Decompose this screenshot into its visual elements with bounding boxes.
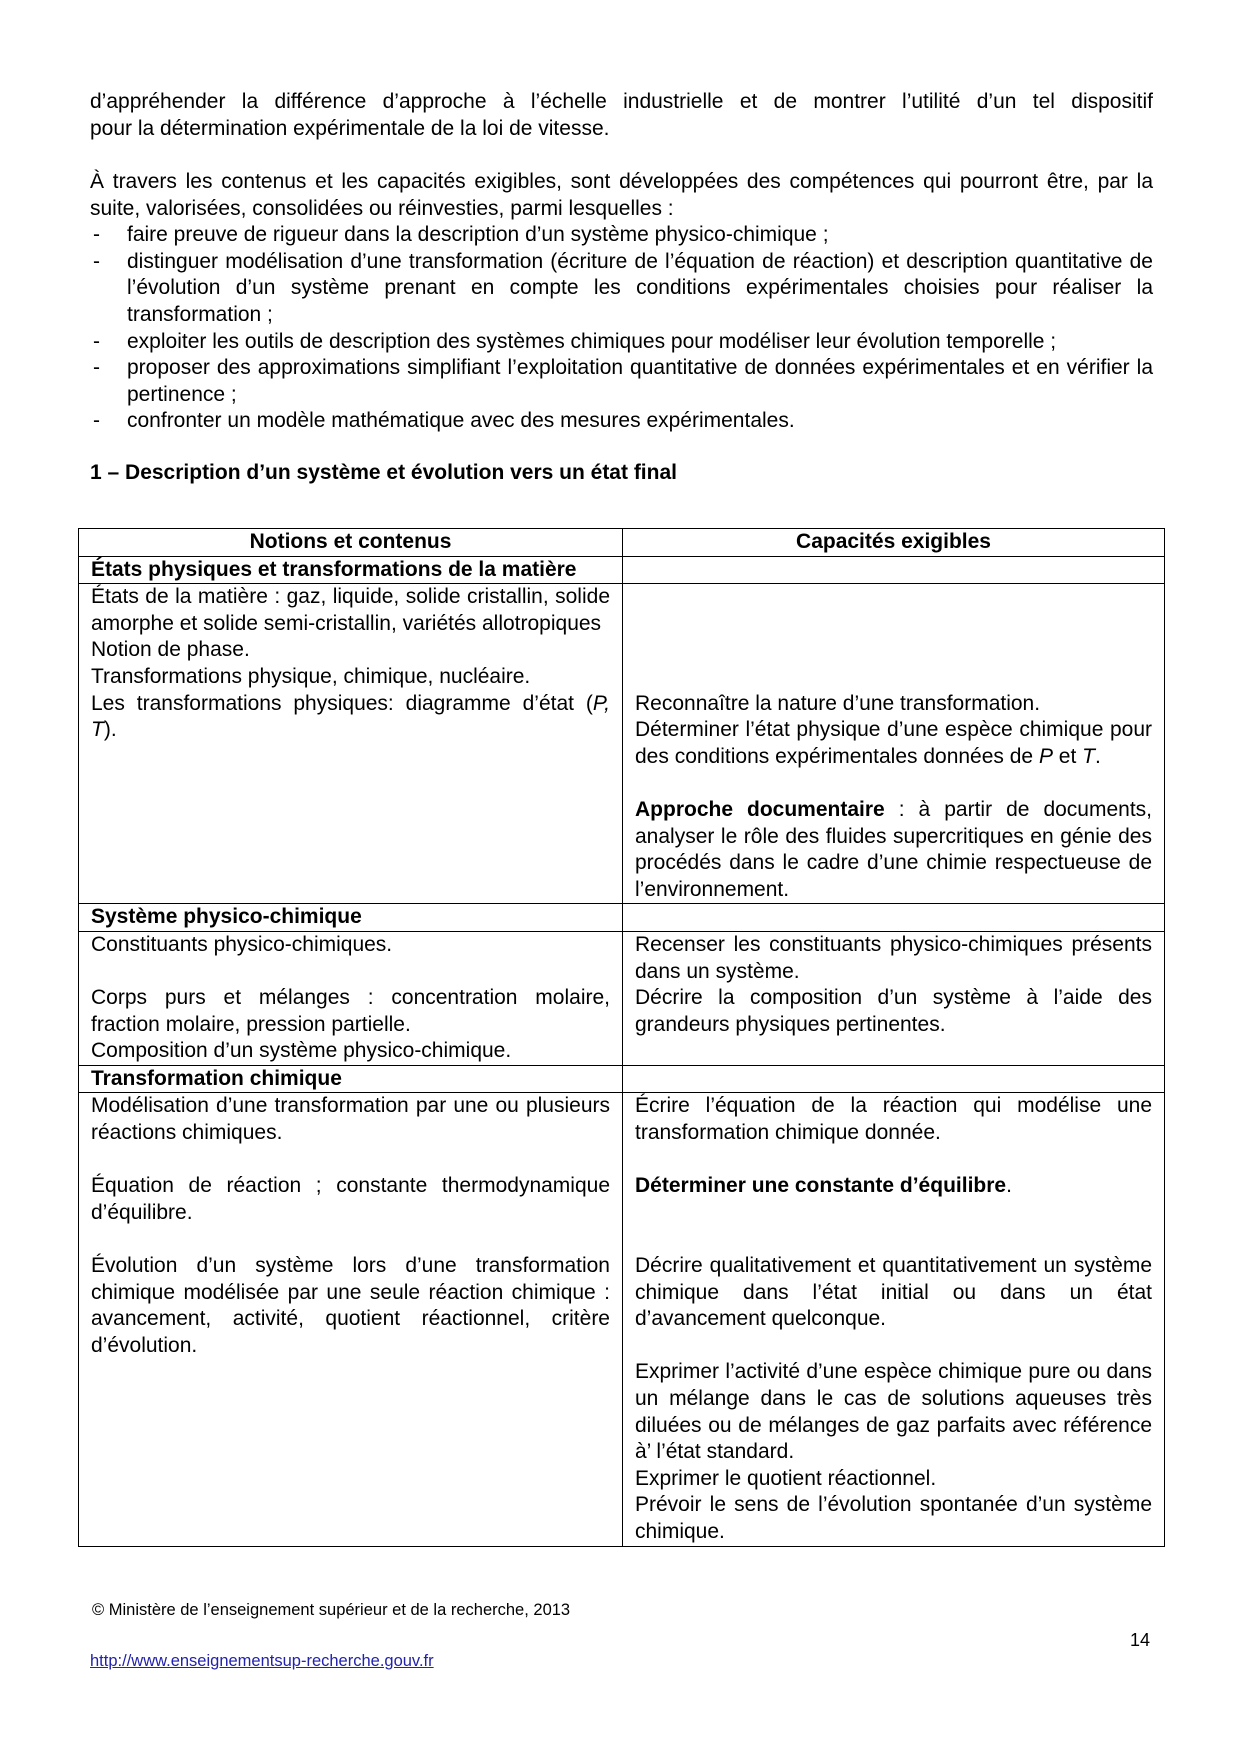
intro-line-1: d’appréhender la différence d’approche à l’échelle industrielle et de montrer l’utilité d’un tel dispositif [90,90,1153,113]
skills-paragraph [90,169,1153,435]
capacites-cell [623,584,1165,904]
skill-item: - confronter un modèle mathématique avec des mesures expérimentales. [90,408,1153,435]
section-row [79,556,1165,584]
section-title-systeme: Système physico-chimique [79,904,623,932]
notion-text: États de la matière : gaz, liquide, solide cristallin, solide amorphe et solide semi-cristallin, variétés allotropiques [91,585,610,635]
notion-text-part: Les transformations physiques: diagramme d’état ( [91,691,593,715]
capacites-cell [623,931,1165,1065]
program-table [78,528,1165,1547]
capacite-text: Décrire la composition d’un système à l’aide des grandeurs physiques pertinentes. [635,986,1152,1036]
skill-item: - distinguer modélisation d’une transformation (écriture de l’équation de réaction) et description quantitative de l’évolution d’un système prenant en compte les conditions expérimentales choisies pour réaliser la transformation ; [90,249,1153,329]
capacite-text: Exprimer le quotient réactionnel. [635,1466,937,1490]
capacite-text-bold: Déterminer une constante d’équilibre [635,1174,1007,1198]
capacite-text [635,717,1152,770]
capacite-text: Prévoir le sens de l’évolution spontanée d’un système chimique. [635,1493,1152,1543]
capacite-text-part: et [1052,744,1083,768]
capacite-text: Écrire l’équation de la réaction qui modélise une transformation chimique donnée. [635,1094,1152,1145]
section-title-etats: États physiques et transformations de la matière [79,556,623,584]
notion-text: Composition d’un système physico-chimique. [91,1039,512,1063]
table-row [79,931,1165,1065]
notion-text-italic: P, T [91,691,610,742]
skill-item: - exploiter les outils de description des systèmes chimiques pour modéliser leur évolution temporelle ; [90,329,1153,356]
notions-cell [79,584,623,904]
notion-text: Modélisation d’une transformation par une ou plusieurs réactions chimiques. [91,1094,610,1145]
footer-copyright: © Ministère de l’enseignement supérieur et de la recherche, 2013 [92,1601,571,1619]
capacite-text-bold: Approche documentaire [635,797,885,821]
intro-paragraph [90,89,1153,142]
notion-text: Notion de phase. [91,638,250,662]
empty-cell [623,556,1165,584]
notion-text: Équation de réaction ; constante thermodynamique d’équilibre. [91,1174,610,1224]
empty-cell [623,1065,1165,1093]
column-header-notions: Notions et contenus [79,529,623,557]
capacite-text-part: . [1006,1174,1012,1198]
capacite-text: Décrire qualitativement et quantitativement un système chimique dans l’état initial ou dans un état d’avancement quelconque. [635,1254,1152,1331]
notion-text: Corps purs et mélanges : concentration molaire, fraction molaire, pression partielle. [91,986,610,1036]
notion-text: Constituants physico-chimiques. [91,932,393,956]
table-row [79,1093,1165,1546]
section-title: 1 – Description d’un système et évolution vers un état final [90,461,677,484]
notion-text [91,691,610,744]
section-title-transformation: Transformation chimique [79,1065,623,1093]
capacite-text-part: : à partir de documents, analyser le rôle des fluides supercritiques en génie des procédés dans le cadre d’une chimie respectueuse de l’environnement. [635,797,1152,901]
skill-item: - faire preuve de rigueur dans la description d’un système physico-chimique ; [90,222,1153,249]
skills-intro: À travers les contenus et les capacités exigibles, sont développées des compétences qui pourront être, par la suite, valorisées, consolidées ou réinvesties, parmi lesquelles : [90,170,1153,220]
intro-line-2: pour la détermination expérimentale de la loi de vitesse. [90,116,610,140]
notion-text: Évolution d’un système lors d’une transformation chimique modélisée par une seule réaction chimique : avancement, activité, quotient réactionnel, critère d’évolution. [91,1254,610,1357]
capacite-text-part: Déterminer l’état physique d’une espèce chimique pour des conditions expérimentales données de [635,718,1152,768]
capacite-text: Exprimer l’activité d’une espèce chimique pure ou dans un mélange dans le cas de solutions aqueuses très diluées ou de mélanges de gaz parfaits avec référence à’ l’état standard. [635,1360,1152,1464]
skills-list [90,222,1153,435]
notions-cell [79,1093,623,1546]
capacite-text: Reconnaître la nature d’une transformation. [635,691,1041,715]
column-header-capacites: Capacités exigibles [623,529,1165,557]
table-header-row [79,529,1165,557]
capacite-text: Recenser les constituants physico-chimiques présents dans un système. [635,932,1152,983]
empty-cell [623,904,1165,932]
page-number: 14 [1129,1630,1150,1650]
capacite-text [635,797,1152,903]
skill-item: - proposer des approximations simplifiant l’exploitation quantitative de données expérimentales et en vérifier la pertinence ; [90,355,1153,408]
footer-link[interactable]: http://www.enseignementsup-recherche.gouv.fr [90,1652,434,1670]
notion-text: Transformations physique, chimique, nucléaire. [91,664,531,688]
notions-cell [79,931,623,1065]
capacite-text-part: . [1094,744,1101,768]
notion-text-part: ). [103,718,117,742]
capacites-cell [623,1093,1165,1546]
table-row [79,584,1165,904]
capacite-text-italic: P [1038,744,1053,768]
section-row [79,904,1165,932]
capacite-text-italic: T [1082,744,1095,768]
capacite-text [635,1173,1152,1200]
section-row [79,1065,1165,1093]
